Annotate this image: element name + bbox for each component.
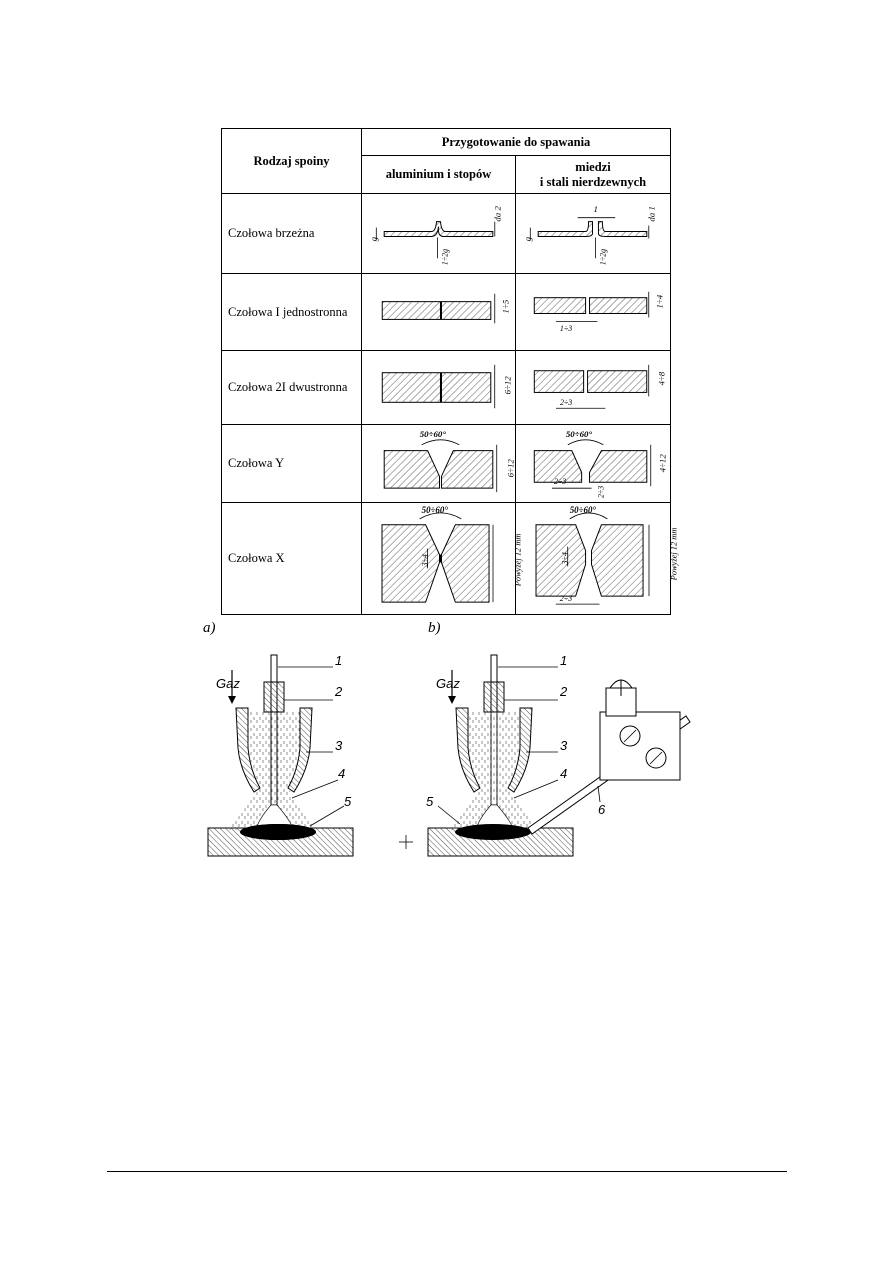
callout-4: 4 [560,766,568,781]
callout-5: 5 [344,794,352,809]
callout-6: 6 [598,802,606,817]
tig-torch-figure [198,620,698,865]
dim-label: 4÷8 [656,371,667,386]
dim-label: 1÷4 [654,294,665,309]
footer-rule [107,1171,787,1172]
dim-label: Powyżej 12 mm [512,533,523,587]
dim-label: da 2 [492,206,503,222]
drawing-i-double-copper [516,351,671,425]
dim-label: Powyżej 12 mm [668,527,679,581]
dim-label: 50÷60° [421,504,448,515]
drawing-i-single-aluminium [362,274,516,351]
gas-label: Gaz [436,676,460,691]
dim-label: da 1 [646,206,657,222]
drawing-y-copper [516,425,671,503]
dim-label: 2÷3 [554,477,567,487]
dim-label: 2÷3 [596,485,606,499]
row-label: Czołowa Y [222,425,362,503]
dim-label: 4÷12 [657,454,668,473]
row-label: Czołowa 2I dwustronna [222,351,362,425]
torch-b [426,653,690,856]
weld-preparation-table [221,128,679,615]
dim-label: 3÷4 [560,552,570,565]
callout-2: 2 [335,684,343,699]
dim-label: 6÷12 [502,376,513,395]
drawing-flange-aluminium [362,194,516,274]
dim-label: 3÷4 [420,554,430,567]
figure-label-a: a) [203,620,216,636]
dim-label: 1÷5 [500,299,511,314]
drawing-y-aluminium [362,425,516,503]
header-weld-type: Rodzaj spoiny [222,129,362,194]
header-aluminium: aluminium i stopów [362,156,516,194]
row-label: Czołowa X [222,503,362,615]
dim-label: 1÷3 [559,324,573,334]
header-copper-stainless [516,156,671,194]
dim-label: 6÷12 [505,459,516,478]
dim-label: 2÷3 [559,398,573,408]
dim-label: 2÷3 [559,594,573,604]
callout-1: 1 [560,653,568,668]
table-row [222,425,671,503]
callout-2: 2 [560,684,568,699]
drawing-x-copper [516,503,679,615]
row-label: Czołowa I jednostronna [222,274,362,351]
dim-label: 1÷2g [440,248,450,266]
drawing-i-single-copper [516,274,671,351]
callout-3: 3 [560,738,568,753]
callout-5: 5 [426,794,434,809]
table-row [222,194,671,274]
table-row [222,351,671,425]
header-preparation: Przygotowanie do spawania [362,129,671,156]
dim-label: 1÷2g [598,248,608,266]
drawing-flange-copper [516,194,671,274]
dim-label: 50÷60° [569,504,596,515]
callout-3: 3 [335,738,343,753]
figure-label-b: b) [428,620,441,636]
callout-1: 1 [335,653,343,668]
dim-label: 50÷60° [419,428,446,439]
header-copper-line2: i stali nierdzewnych [539,174,647,189]
header-copper-line1: miedzi [575,159,611,174]
dim-label: g [368,236,379,242]
dim-label: 50÷60° [565,428,593,439]
row-label: Czołowa brzeżna [222,194,362,274]
table-row [222,503,671,615]
gas-label: Gaz [216,676,240,691]
dim-label: g [522,236,533,242]
table-row [222,274,671,351]
callout-4: 4 [338,766,346,781]
drawing-x-aluminium [362,503,523,615]
torch-a [208,653,353,856]
dim-label: 1 [593,203,598,214]
drawing-i-double-aluminium [362,351,516,425]
